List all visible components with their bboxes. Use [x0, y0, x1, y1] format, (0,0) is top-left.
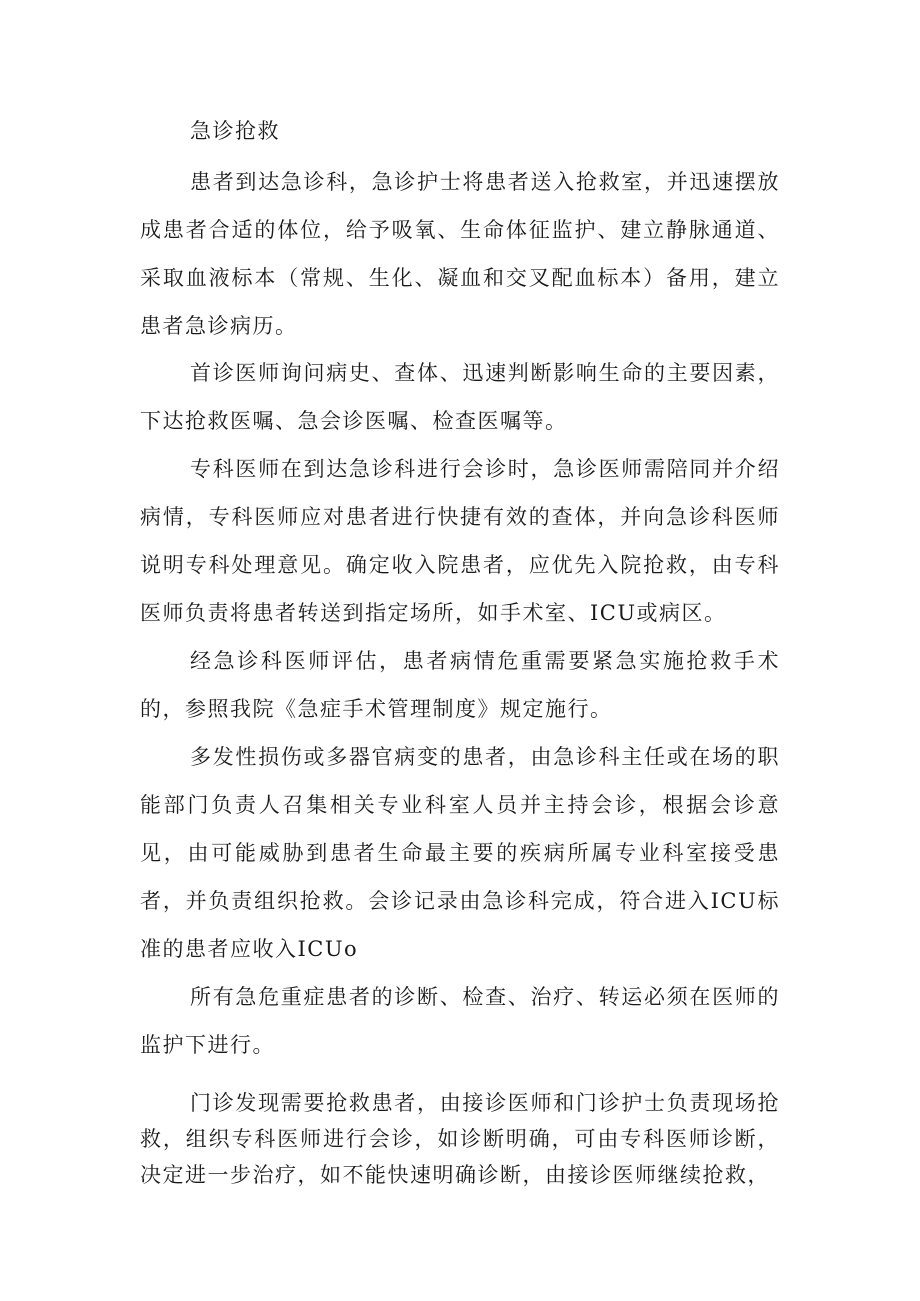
paragraph-multiple-injury: 多发性损伤或多器官病变的患者，由急诊科主任或在场的职能部门负责人召集相关专业科室人员并主持会诊，根据会诊意见，由可能威胁到患者生命最主要的疾病所属专业科室接受患者，并负责组织抢救。会诊记录由急诊科完成，符合进入ICU标准的患者应收入ICUo — [140, 745, 780, 961]
paragraph-specialist-consult: 专科医师在到达急诊科进行会诊时，急诊医师需陪同并介绍病情，专科医师应对患者进行快捷有效的查体，并向急诊科医师说明专科处理意见。确定收入院患者，应优先入院抢救，由专科医师负责将患者转送到指定场所，如手术室、ICU或病区。 — [140, 457, 780, 625]
paragraph-outpatient-rescue: 门诊发现需要抢救患者，由接诊医师和门诊护士负责现场抢救，组织专科医师进行会诊，如诊断明确，可由专科医师诊断，决定进一步治疗，如不能快速明确诊断，由接诊医师继续抢救， — [140, 1091, 780, 1187]
paragraph-physician-supervision: 所有急危重症患者的诊断、检查、治疗、转运必须在医师的监护下进行。 — [140, 985, 780, 1057]
paragraph-emergency-surgery: 经急诊科医师评估，患者病情危重需要紧急实施抢救手术的，参照我院《急症手术管理制度》规定施行。 — [140, 649, 780, 721]
paragraph-first-diagnosis: 首诊医师询问病史、查体、迅速判断影响生命的主要因素，下达抢救医嘱、急会诊医嘱、检查医嘱等。 — [140, 361, 780, 433]
section-heading: 急诊抢救 — [190, 119, 280, 143]
paragraph-arrival: 患者到达急诊科，急诊护士将患者送入抢救室，并迅速摆放成患者合适的体位，给予吸氧、生命体征监护、建立静脉通道、采取血液标本（常规、生化、凝血和交叉配血标本）备用，建立患者急诊病历。 — [140, 170, 780, 338]
